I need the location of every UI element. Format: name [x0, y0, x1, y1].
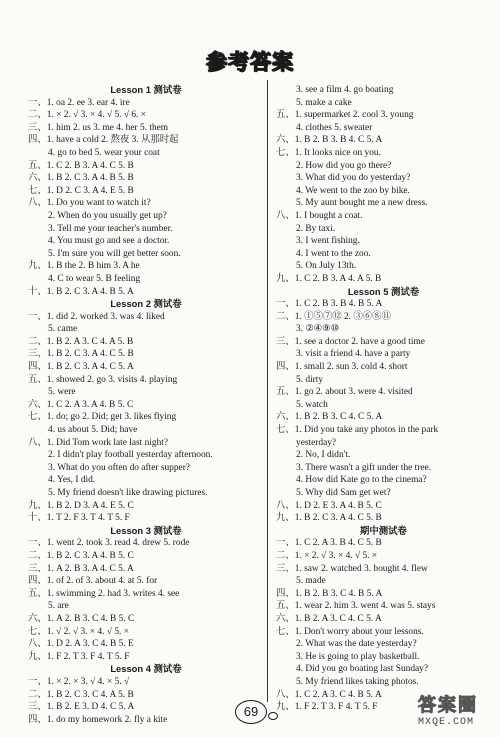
- answer-line: 二、1. B 2. A 3. C 4. A 5. B: [28, 336, 134, 347]
- answer-line: 5. came: [48, 324, 78, 335]
- answer-line: 四、1. B 2. B 3. C 4. B 5. A: [276, 588, 383, 599]
- answer-line: 3. visit a friend 4. have a party: [296, 349, 411, 360]
- answer-line: 二、1. × 2. √ 3. × 4. √ 5. ×: [276, 550, 378, 561]
- answer-line: 七、1. do; go 2. Did; get 3. likes flying: [28, 412, 177, 423]
- answer-line: 一、1. C 2. A 3. B 4. C 5. B: [276, 538, 382, 549]
- answer-line: 十、1. B 2. C 3. A 4. B 5. A: [28, 286, 134, 297]
- answer-line: 九、1. F 2. T 3. F 4. T 5. F: [276, 702, 378, 713]
- answer-line: 4. How did Kate go to the cinema?: [296, 475, 427, 486]
- answer-line: 二、1. B 2. C 3. C 4. A 5. B: [28, 689, 134, 700]
- answer-line: 四、1. have a cold 2. 熬夜 3. 从那时起: [28, 135, 179, 146]
- answer-line: 四、1. do my homework 2. fly a kite: [28, 714, 168, 725]
- answer-line: 七、1. √ 2. √ 3. × 4. √ 5. ×: [28, 626, 130, 637]
- answer-line: 5. make a cake: [296, 97, 352, 108]
- answer-line: 4. clothes 5. sweater: [296, 122, 373, 133]
- answer-line: 4. Yes, I did.: [48, 475, 96, 486]
- answer-line: 三、1. A 2. B 3. A 4. C 5. A: [28, 563, 134, 574]
- answer-line: 三、1. see a doctor 2. have a good time: [276, 336, 425, 347]
- answer-line: 4. us about 5. Did; have: [48, 425, 138, 436]
- page-title: 参考答案: [206, 50, 294, 74]
- answer-line: 4. Did you go boating last Sunday?: [296, 664, 429, 675]
- section-heading: 期中测试卷: [360, 524, 407, 536]
- answer-line: 九、1. C 2. B 3. A 4. A 5. B: [276, 273, 382, 284]
- answer-line: 2. When do you usually get up?: [48, 210, 167, 221]
- answer-line: 四、1. small 2. sun 3. cold 4. short: [276, 362, 408, 373]
- answer-column-left: [28, 84, 264, 726]
- answer-line: 3. ②④⑨⑩: [296, 324, 339, 335]
- answer-line: 2. What was the date yesterday?: [296, 639, 417, 650]
- answer-line: 九、1. B 2. C 3. A 4. C 5. B: [276, 513, 382, 524]
- answer-line: 八、1. C 2. A 3. C 4. B 5. A: [276, 689, 382, 700]
- section-heading: Lesson 1 测试卷: [110, 84, 182, 95]
- page-badge-decoration: [268, 712, 278, 720]
- answer-line: 4. I went to the zoo.: [296, 248, 371, 259]
- answer-line: 六、1. B 2. C 3. A 4. B 5. B: [28, 173, 134, 184]
- answer-line: 5. My aunt bought me a new dress.: [296, 198, 428, 209]
- answer-line: 3. He is going to play basketball.: [296, 651, 420, 662]
- answer-line: 3. There wasn't a gift under the tree.: [296, 462, 432, 473]
- answer-line: 三、1. saw 2. watched 3. bought 4. flew: [276, 563, 428, 574]
- answer-line: 一、1. C 2. B 3. B 4. B 5. A: [276, 299, 383, 310]
- answer-line: 七、1. Did you take any photos in the park: [276, 425, 439, 436]
- answer-line: 二、1. B 2. C 3. A 4. B 5. C: [28, 550, 134, 561]
- page-number: 69: [235, 700, 267, 724]
- answer-line: 八、1. Do you want to watch it?: [28, 198, 151, 209]
- answer-line: 5. dirty: [296, 374, 324, 385]
- title-wrap: [0, 46, 500, 76]
- answer-line: 八、1. I bought a coat.: [276, 210, 363, 221]
- answer-line: 5. I'm sure you will get better soon.: [48, 248, 181, 259]
- answer-line: 七、1. D 2. C 3. A 4. E 5. B: [28, 185, 134, 196]
- answer-line: 4. go to bed 5. wear your coat: [48, 147, 160, 158]
- answer-line: 三、1. him 2. us 3. me 4. her 5. them: [28, 122, 169, 133]
- answer-line: 六、1. A 2. B 3. C 4. B 5. C: [28, 613, 135, 624]
- answer-line: 2. I didn't play football yesterday afternoon.: [48, 450, 213, 461]
- answer-line: 三、1. B 2. E 3. D 4. C 5. A: [28, 702, 135, 713]
- answer-line: yesterday?: [296, 437, 337, 448]
- answer-line: 六、1. B 2. B 3. C 4. C 5. A: [276, 412, 383, 423]
- answer-line: 六、1. B 2. B 3. B 4. C 5. A: [276, 135, 383, 146]
- answer-line: 5. were: [48, 387, 76, 398]
- answer-line: 5. On July 13th.: [296, 261, 357, 272]
- section-heading: Lesson 2 测试卷: [110, 298, 182, 310]
- section-heading: Lesson 3 测试卷: [110, 524, 182, 536]
- answer-line: 六、1. C 2. A 3. A 4. B 5. C: [28, 399, 134, 410]
- answer-line: 4. We went to the zoo by bike.: [296, 185, 410, 196]
- watermark-text: 答案圈: [418, 695, 478, 716]
- column-divider: [267, 80, 268, 702]
- answer-line: 四、1. of 2. of 3. about 4. at 5. for: [28, 576, 158, 587]
- answer-line: 五、1. C 2. B 3. A 4. C 5. B: [28, 160, 134, 171]
- answer-line: 4. C to wear 5. B feeling: [48, 273, 141, 284]
- answer-line: 六、1. B 2. A 3. C 4. C 5. A: [276, 613, 382, 624]
- answer-line: 2. No, I didn't.: [296, 450, 351, 461]
- answer-line: 八、1. Did Tom work late last night?: [28, 437, 169, 448]
- answer-line: 5. watch: [296, 399, 328, 410]
- answer-line: 五、1. supermarket 2. cool 3. young: [276, 110, 414, 121]
- answer-line: 九、1. B the 2. B him 3. A he: [28, 261, 140, 272]
- answer-line: 五、1. swimming 2. had 3. writes 4. see: [28, 588, 180, 599]
- answer-line: 九、1. F 2. T 3. F 4. T 5. F: [28, 651, 130, 662]
- answer-line: 5. are: [48, 601, 69, 612]
- answer-line: 3. I went fishing.: [296, 236, 360, 247]
- answer-line: 3. Tell me your teacher's number.: [48, 223, 173, 234]
- section-heading: Lesson 4 测试卷: [110, 663, 182, 675]
- answer-line: 5. My friend likes taking photos.: [296, 676, 419, 687]
- answer-line: 一、1. did 2. worked 3. was 4. liked: [28, 311, 165, 322]
- answer-line: 二、1. ①⑤⑦⑫ 2. ③⑥⑧⑪: [276, 311, 391, 322]
- answer-line: 七、1. Don't worry about your lessons.: [276, 626, 424, 637]
- answer-line: 八、1. D 2. E 3. A 4. B 5. C: [276, 500, 382, 511]
- answer-line: 五、1. go 2. about 3. were 4. visited: [276, 387, 413, 398]
- answer-line: 2. By taxi.: [296, 223, 336, 234]
- answer-line: 七、1. It looks nice on you.: [276, 147, 381, 158]
- answer-line: 四、1. B 2. C 3. A 4. C 5. A: [28, 362, 134, 373]
- answer-line: 5. My friend doesn't like drawing pictures.: [48, 488, 208, 498]
- answer-line: 八、1. D 2. A 3. C 4. B 5. E: [28, 639, 134, 650]
- answer-line: 2. How did you go there?: [296, 160, 392, 171]
- answer-line: 一、1. oa 2. ee 3. ear 4. ire: [28, 97, 130, 108]
- answer-line: 3. What did you do yesterday?: [296, 173, 411, 184]
- answer-line: 3. What do you often do after supper?: [48, 462, 190, 473]
- answer-line: 4. You must go and see a doctor.: [48, 236, 170, 247]
- section-heading: Lesson 5 测试卷: [347, 285, 420, 297]
- answer-line: 五、1. showed 2. go 3. visits 4. playing: [28, 374, 178, 385]
- answer-line: 5. Why did Sam get wet?: [296, 488, 391, 498]
- answer-line: 九、1. B 2. D 3. A 4. E 5. C: [28, 500, 134, 511]
- answer-column-right: [276, 84, 491, 714]
- watermark-logo: [418, 691, 496, 735]
- watermark-url: MXQE.COM: [418, 717, 475, 728]
- answer-line: 一、1. went 2. took 3. read 4. drew 5. rode: [28, 538, 190, 549]
- answer-line: 三、1. B 2. C 3. A 4. C 5. B: [28, 349, 134, 360]
- answer-line: 3. see a film 4. go boating: [296, 85, 394, 95]
- answer-line: 一、1. × 2. × 3. √ 4. × 5. √: [28, 676, 130, 687]
- answer-line: 5. made: [296, 576, 326, 587]
- answer-line: 二、1. × 2. √ 3. × 4. √ 5. √ 6. ×: [28, 110, 147, 121]
- answer-line: 五、1. wear 2. him 3. went 4. was 5. stays: [276, 601, 436, 612]
- answer-line: 十、1. T 2. F 3. T 4. T 5. F: [28, 513, 130, 524]
